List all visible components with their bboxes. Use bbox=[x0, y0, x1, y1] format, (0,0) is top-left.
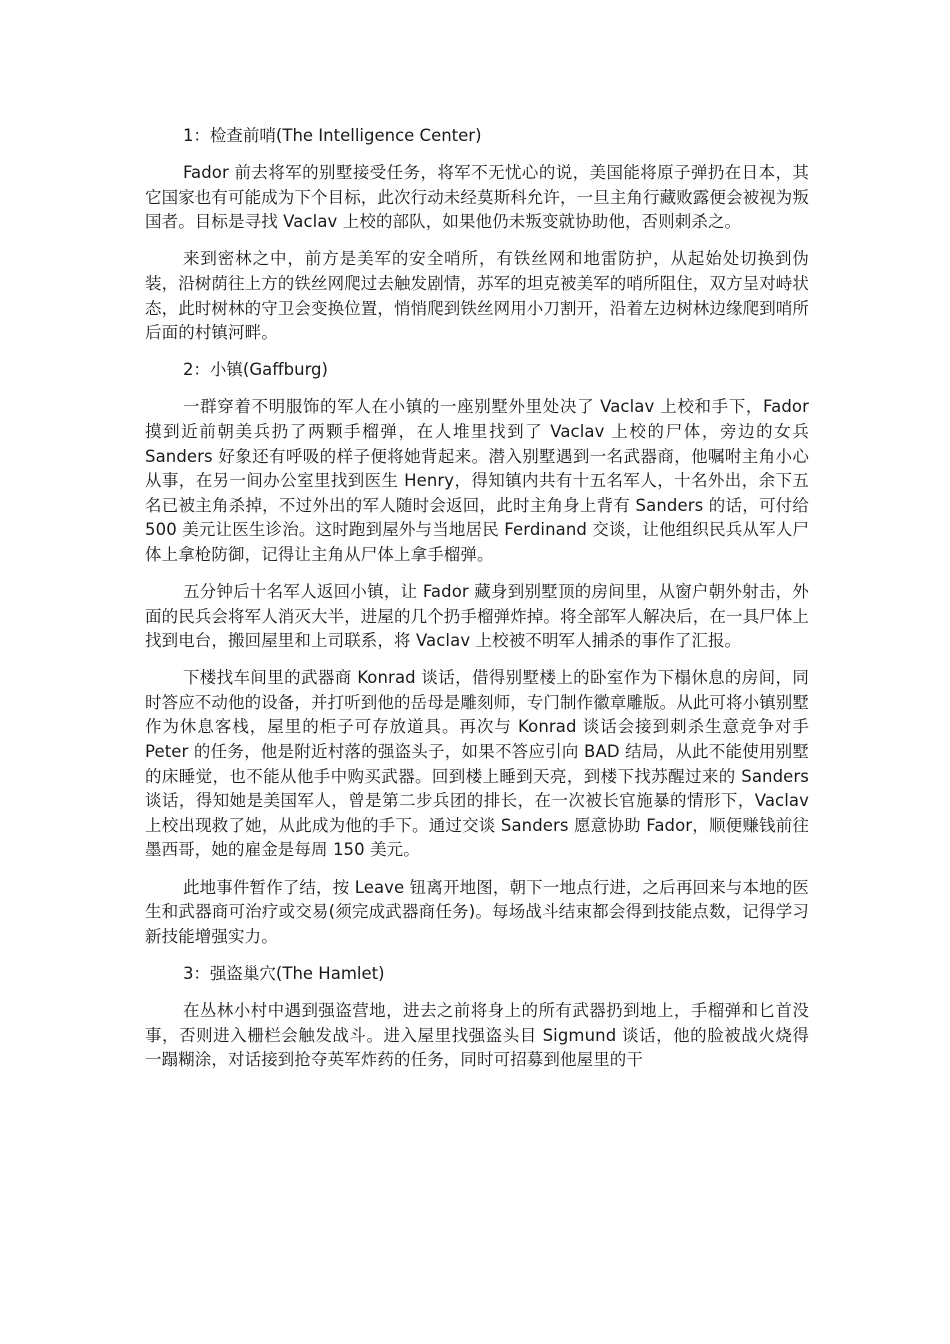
section-heading-1: 1：检查前哨(The Intelligence Center) bbox=[182, 126, 482, 145]
section-heading-3: 3：强盗巢穴(The Hamlet) bbox=[182, 963, 385, 983]
paragraph: 此地事件暂作了结，按 Leave 钮离开地图，朝下一地点行进，之后再回来与本地的医生和武器商可治疗或交易(须完成武器商任务)。每场战斗结束都会得到技能点数，记得学习新技能增强实力。 bbox=[145, 877, 809, 946]
paragraph: 五分钟后十名军人返回小镇，让 Fador 藏身到别墅顶的房间里，从窗户朝外射击，外面的民兵会将军人消灭大半，进屋的几个扔手榴弹炸掉。将全部军人解决后，在一具尸体上找到电台，搬回屋里和上司联系，将 Vaclav 上校被不明军人捕杀的事作了汇报。 bbox=[145, 582, 809, 651]
section-heading-2: 2：小镇(Gaffburg) bbox=[182, 360, 328, 380]
document-page bbox=[145, 124, 809, 1085]
paragraph: 在丛林小村中遇到强盗营地，进去之前将身上的所有武器扔到地上，手榴弹和匕首没事，否则进入栅栏会触发战斗。进入屋里找强盗头目 Sigmund 谈话，他的脸被战火烧得一蹋糊涂，对话接到抢夺英军炸药的任务，同时可招募到他屋里的干 bbox=[145, 1000, 809, 1070]
paragraph: 下楼找车间里的武器商 Konrad 谈话，借得别墅楼上的卧室作为下榻休息的房间，同时答应不动他的设备，并打听到他的岳母是雕刻师，专门制作徽章雕版。从此可将小镇别墅作为休息客栈，屋里的柜子可存放道具。再次与 Konrad 谈话会接到刺杀生意竞争对手 Peter 的任务，他是附近村落的强盗头子，如果不答应引向 BAD 结局，从此不能使用别墅的床睡觉，也不能从他手中购买武器。回到楼上睡到天亮，到楼下找苏醒过来的 Sanders 谈话，得知她是美国军人，曾是第二步兵团的排长，在一次被长官施暴的情形下，Vaclav 上校出现救了她，从此成为他的手下。通过交谈 Sanders 愿意协助 Fador，顺便赚钱前往墨西哥，她的雇金是每周 150 美元。 bbox=[145, 668, 809, 860]
paragraph: 一群穿着不明服饰的军人在小镇的一座别墅外里处决了 Vaclav 上校和手下，Fador 摸到近前朝美兵扔了两颗手榴弹，在人堆里找到了 Vaclav 上校的尸体，旁边的女兵 Sanders 好象还有呼吸的样子便将她背起来。潜入别墅遇到一名武器商，他嘱咐主角小心从事，在另一间办公室里找到医生 Henry，得知镇内共有十五名军人，十名外出，余下五名已被主角杀掉，不过外出的军人随时会返回，此时主角身上背有 Sanders 的话，可付给 500 美元让医生诊治。这时跑到屋外与当地居民 Ferdinand 交谈，让他组织民兵从军人尸体上拿枪防御，记得让主角从尸体上拿手榴弹。 bbox=[145, 397, 809, 564]
paragraph: Fador 前去将军的别墅接受任务，将军不无忧心的说，美国能将原子弹扔在日本，其它国家也有可能成为下个目标，此次行动未经莫斯科允许，一旦主角行藏败露便会被视为叛国者。目标是寻找 Vaclav 上校的部队，如果他仍未叛变就协助他，否则刺杀之。 bbox=[145, 163, 809, 232]
paragraph: 来到密林之中，前方是美军的安全哨所，有铁丝网和地雷防护，从起始处切换到伪装，沿树荫往上方的铁丝网爬过去触发剧情，苏军的坦克被美军的哨所阻住，双方呈对峙状态，此时树林的守卫会变换位置，悄悄爬到铁丝网用小刀割开，沿着左边树林边缘爬到哨所后面的村镇河畔。 bbox=[145, 249, 809, 343]
